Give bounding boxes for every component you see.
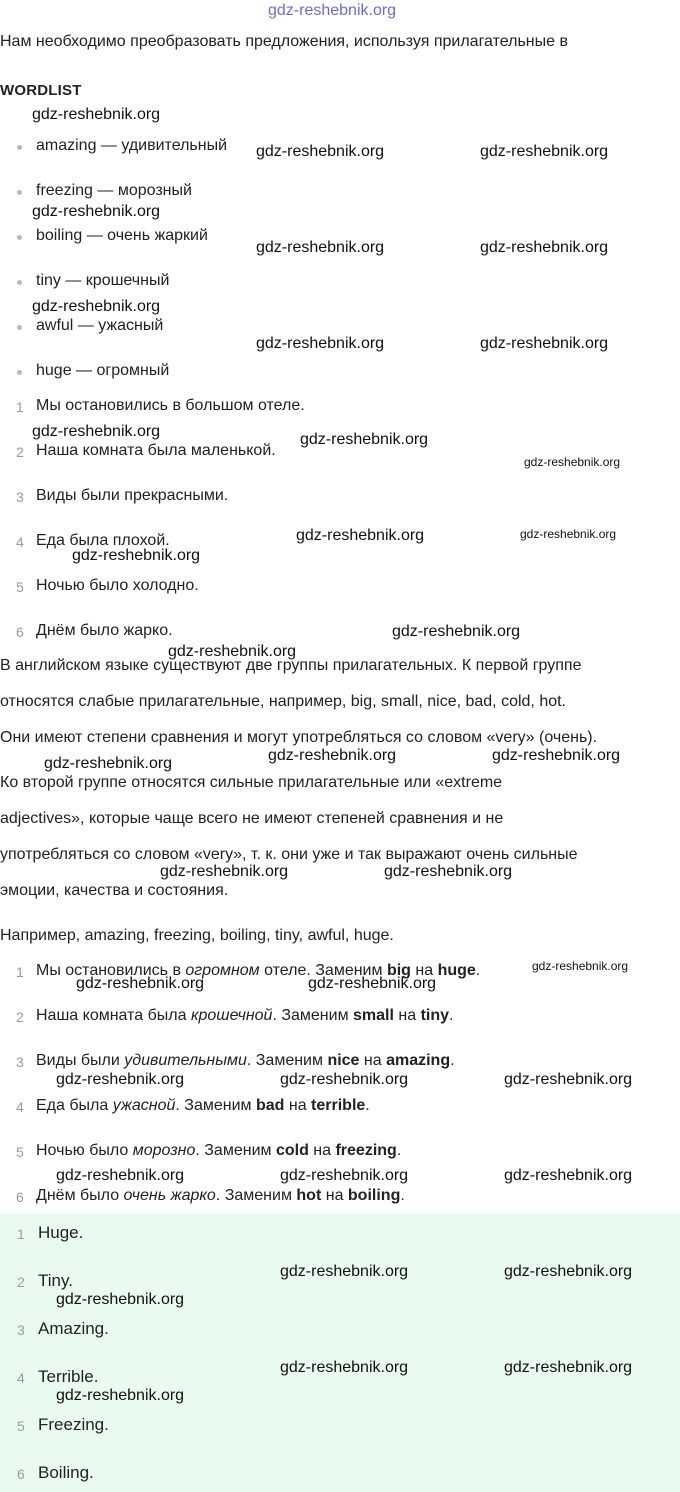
watermark: gdz-reshebnik.org bbox=[32, 423, 161, 440]
example-line: Например, amazing, freezing, boiling, tiny, awful, huge. bbox=[0, 927, 394, 944]
watermark: gdz-reshebnik.org bbox=[280, 1359, 409, 1376]
bullet-icon bbox=[17, 280, 22, 285]
bullet-icon bbox=[17, 145, 22, 150]
explanation-line: Они имеют степени сравнения и могут употребляться со словом «very» (очень). bbox=[0, 729, 598, 746]
wordlist-item: boiling — очень жаркий bbox=[36, 227, 208, 244]
solution-item: Наша комната была крошечной. Заменим small на tiny. bbox=[36, 1007, 454, 1024]
explanation-line: употребляться со словом «very», т. к. они уже и так выражают очень сильные bbox=[0, 846, 578, 863]
solution-item: Еда была ужасной. Заменим bad на terrible. bbox=[36, 1097, 370, 1114]
watermark: gdz-reshebnik.org bbox=[32, 298, 161, 315]
wordlist-item: awful — ужасный bbox=[36, 317, 164, 334]
wordlist-title: WORDLIST bbox=[0, 82, 82, 99]
watermark: gdz-reshebnik.org bbox=[32, 106, 161, 123]
top-watermark[interactable]: gdz-reshebnik.org bbox=[268, 2, 397, 19]
task-number: 3 bbox=[16, 489, 24, 505]
answer-block bbox=[0, 1213, 680, 1492]
bullet-icon bbox=[17, 325, 22, 330]
watermark: gdz-reshebnik.org bbox=[504, 1359, 633, 1376]
watermark: gdz-reshebnik.org bbox=[256, 239, 385, 256]
watermark: gdz-reshebnik.org bbox=[384, 863, 513, 880]
watermark: gdz-reshebnik.org bbox=[44, 755, 173, 772]
solution-number: 1 bbox=[16, 964, 24, 980]
watermark: gdz-reshebnik.org bbox=[504, 1071, 633, 1088]
solution-number: 2 bbox=[16, 1009, 24, 1025]
answer-number: 5 bbox=[17, 1418, 25, 1434]
watermark: gdz-reshebnik.org bbox=[504, 1263, 633, 1280]
watermark: gdz-reshebnik.org bbox=[524, 455, 621, 469]
watermark: gdz-reshebnik.org bbox=[280, 1167, 409, 1184]
answer-number: 2 bbox=[17, 1274, 25, 1290]
wordlist-item: freezing — морозный bbox=[36, 182, 192, 199]
task-number: 1 bbox=[16, 399, 24, 415]
bullet-icon bbox=[17, 190, 22, 195]
watermark: gdz-reshebnik.org bbox=[160, 863, 289, 880]
solution-number: 4 bbox=[16, 1099, 24, 1115]
explanation-line: Ко второй группе относятся сильные прилагательные или «extreme bbox=[0, 774, 503, 791]
watermark: gdz-reshebnik.org bbox=[72, 547, 201, 564]
watermark: gdz-reshebnik.org bbox=[280, 1263, 409, 1280]
bullet-icon bbox=[17, 370, 22, 375]
watermark: gdz-reshebnik.org bbox=[308, 975, 437, 992]
watermark: gdz-reshebnik.org bbox=[56, 1167, 185, 1184]
task-number: 6 bbox=[16, 624, 24, 640]
explanation-line: adjectives», которые чаще всего не имеют степеней сравнения и не bbox=[0, 810, 504, 827]
answer-item: Amazing. bbox=[38, 1319, 109, 1338]
explanation-line: относятся слабые прилагательные, например, big, small, nice, bad, cold, hot. bbox=[0, 693, 566, 710]
watermark: gdz-reshebnik.org bbox=[480, 143, 609, 160]
watermark: gdz-reshebnik.org bbox=[268, 747, 397, 764]
watermark: gdz-reshebnik.org bbox=[504, 1167, 633, 1184]
solution-item: Мы остановились в огромном отеле. Заменим big на huge. bbox=[36, 962, 481, 979]
task-item: Еда была плохой. bbox=[36, 532, 170, 549]
answer-number: 4 bbox=[17, 1370, 25, 1386]
solution-number: 6 bbox=[16, 1189, 24, 1205]
bullet-icon bbox=[17, 235, 22, 240]
watermark: gdz-reshebnik.org bbox=[256, 335, 385, 352]
task-number: 5 bbox=[16, 579, 24, 595]
task-item: Ночью было холодно. bbox=[36, 577, 199, 594]
answer-item: Tiny. bbox=[38, 1271, 73, 1290]
solution-item: Днём было очень жарко. Заменим hot на boiling. bbox=[36, 1187, 405, 1204]
solution-item: Виды были удивительными. Заменим nice на amazing. bbox=[36, 1052, 455, 1069]
task-item: Наша комната была маленькой. bbox=[36, 442, 276, 459]
explanation-line: В английском языке существуют две группы прилагательных. К первой группе bbox=[0, 657, 582, 674]
intro-text: Нам необходимо преобразовать предложения, используя прилагательные в bbox=[0, 33, 568, 50]
watermark: gdz-reshebnik.org bbox=[56, 1291, 185, 1308]
watermark: gdz-reshebnik.org bbox=[56, 1071, 185, 1088]
watermark: gdz-reshebnik.org bbox=[296, 527, 425, 544]
watermark: gdz-reshebnik.org bbox=[300, 431, 429, 448]
wordlist-item: tiny — крошечный bbox=[36, 272, 170, 289]
watermark: gdz-reshebnik.org bbox=[280, 1071, 409, 1088]
solution-number: 5 bbox=[16, 1144, 24, 1160]
watermark: gdz-reshebnik.org bbox=[168, 643, 297, 660]
answer-item: Freezing. bbox=[38, 1415, 109, 1434]
solution-item: Ночью было морозно. Заменим cold на freezing. bbox=[36, 1142, 402, 1159]
solution-number: 3 bbox=[16, 1054, 24, 1070]
watermark: gdz-reshebnik.org bbox=[76, 975, 205, 992]
watermark: gdz-reshebnik.org bbox=[392, 623, 521, 640]
answer-item: Huge. bbox=[38, 1223, 84, 1242]
answer-item: Boiling. bbox=[38, 1463, 94, 1482]
wordlist-item: amazing — удивительный bbox=[36, 137, 228, 154]
task-item: Виды были прекрасными. bbox=[36, 487, 229, 504]
answer-number: 1 bbox=[17, 1226, 25, 1242]
answer-number: 3 bbox=[17, 1322, 25, 1338]
watermark: gdz-reshebnik.org bbox=[480, 335, 609, 352]
watermark: gdz-reshebnik.org bbox=[256, 143, 385, 160]
task-item: Мы остановились в большом отеле. bbox=[36, 397, 305, 414]
watermark: gdz-reshebnik.org bbox=[492, 747, 621, 764]
task-number: 4 bbox=[16, 534, 24, 550]
watermark: gdz-reshebnik.org bbox=[32, 203, 161, 220]
wordlist-item: huge — огромный bbox=[36, 362, 170, 379]
watermark: gdz-reshebnik.org bbox=[532, 959, 629, 973]
answer-item: Terrible. bbox=[38, 1367, 99, 1386]
explanation-line: эмоции, качества и состояния. bbox=[0, 882, 229, 899]
task-item: Днём было жарко. bbox=[36, 622, 173, 639]
watermark: gdz-reshebnik.org bbox=[56, 1387, 185, 1404]
answer-number: 6 bbox=[17, 1466, 25, 1482]
task-number: 2 bbox=[16, 444, 24, 460]
watermark: gdz-reshebnik.org bbox=[480, 239, 609, 256]
watermark: gdz-reshebnik.org bbox=[520, 527, 617, 541]
